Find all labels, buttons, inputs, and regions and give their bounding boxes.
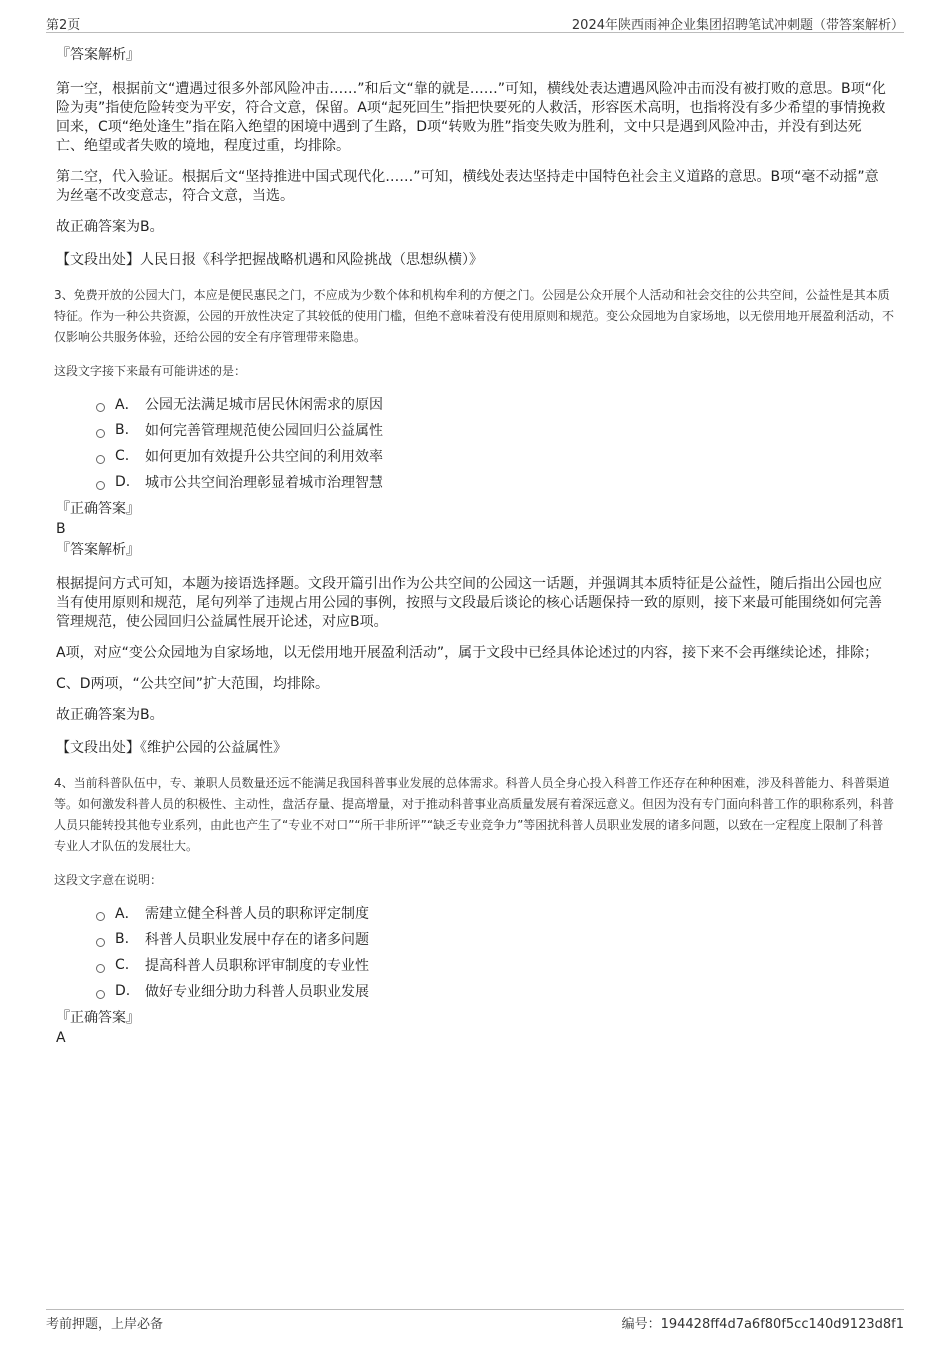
question-4-options	[96, 900, 904, 1004]
option-text: 如何更加有效提升公共空间的利用效率	[145, 449, 383, 465]
correct-answer-value: B	[56, 521, 66, 537]
option-text: 提高科普人员职称评审制度的专业性	[145, 958, 369, 974]
correct-answer-value: A	[56, 1030, 66, 1046]
explanation-label: 『答案解析』	[56, 542, 140, 558]
radio-icon[interactable]	[96, 429, 105, 438]
explanation-paragraph: C、D两项，“公共空间”扩大范围，均排除。	[56, 676, 330, 692]
document-id: 编号：194428ff4d7a6f80f5cc140d9123d8f1	[621, 1317, 904, 1332]
radio-icon[interactable]	[96, 990, 105, 999]
header-divider	[46, 32, 904, 33]
radio-icon[interactable]	[96, 912, 105, 921]
option-letter: B.	[115, 931, 130, 947]
explanation-label: 『答案解析』	[56, 47, 140, 63]
correct-answer-label: 『正确答案』	[56, 501, 140, 517]
option-letter: B.	[115, 422, 130, 438]
radio-icon[interactable]	[96, 481, 105, 490]
option-text: 科普人员职业发展中存在的诸多问题	[145, 932, 369, 948]
option-letter: A．	[115, 906, 139, 922]
page-number: 第2页	[46, 18, 81, 33]
document-content	[46, 44, 904, 1048]
page-header	[46, 14, 904, 32]
option-d[interactable]	[96, 469, 904, 495]
question-4-text: 4、当前科普队伍中，专、兼职人员数量还远不能满足我国科普事业发展的总体需求。科普人员全身心投入科普工作还存在种种困难，涉及科普能力、科普渠道等。如何激发科普人员的积极性、主动性，盘活存量、提高增量，对于推动科普事业高质量发展有着深远意义。但因为没有专门面向科普工作的职称系列，科普人员只能转投其他专业系列，由此也产生了“专业不对口”“所干非所评”“缺乏专业竞争力”等困扰科普人员职业发展的诸多问题，以致在一定程度上限制了科普专业人才队伍的发展壮大。	[54, 776, 895, 853]
option-letter: C.	[115, 448, 130, 464]
question-3-text: 3、免费开放的公园大门，本应是便民惠民之门，不应成为少数个体和机构牟利的方便之门。公园是公众开展个人活动和社会交往的公共空间，公益性是其本质特征。作为一种公共资源，公园的开放性决定了其较低的使用门槛，但绝不意味着没有使用原则和规范。变公众园地为自家场地，以无偿用地开展盈利活动，不仅影响公共服务体验，还给公园的安全有序管理带来隐患。	[54, 288, 895, 344]
footer-divider	[46, 1309, 904, 1310]
document-title: 2024年陕西雨神企业集团招聘笔试冲刺题（带答案解析）	[571, 18, 904, 33]
radio-icon[interactable]	[96, 455, 105, 464]
question-3-prompt: 这段文字接下来最有可能讲述的是：	[54, 364, 247, 378]
question-3-options	[96, 391, 904, 495]
explanation-paragraph: 第一空，根据前文“遭遇过很多外部风险冲击……”和后文“靠的就是……”可知，横线处表达遭遇风险冲击而没有被打败的意思。B项“化险为夷”指使危险转变为平安，符合文意，保留。A项“起死回生”指把快要死的人救活，形容医术高明，也指将没有多少希望的事情挽救回来，C项“绝处逢生”指在陷入绝望的困境中遇到了生路，D项“转败为胜”指变失败为胜利，文中只是遇到风险冲击，并没有到达死亡、绝望或者失败的境地，程度过重，均排除。	[56, 81, 886, 154]
option-text: 需建立健全科普人员的职称评定制度	[145, 906, 369, 922]
source-citation: 【文段出处】《维护公园的公益属性》	[56, 740, 287, 756]
option-c[interactable]	[96, 443, 904, 469]
radio-icon[interactable]	[96, 403, 105, 412]
explanation-paragraph: A项，对应“变公众园地为自家场地，以无偿用地开展盈利活动”，属于文段中已经具体论述过的内容，接下来不会再继续论述，排除；	[56, 645, 879, 661]
radio-icon[interactable]	[96, 938, 105, 947]
explanation-conclusion: 故正确答案为B。	[56, 219, 164, 235]
option-text: 城市公共空间治理彰显着城市治理智慧	[145, 475, 383, 491]
explanation-paragraph: 根据提问方式可知，本题为接语选择题。文段开篇引出作为公共空间的公园这一话题，并强调其本质特征是公益性，随后指出公园也应当有使用原则和规范，尾句列举了违规占用公园的事例，按照与文段最后谈论的核心话题保持一致的原则，接下来最可能围绕如何完善管理规范，使公园回归公益属性展开论述，对应B项。	[56, 576, 882, 630]
option-letter: A．	[115, 397, 139, 413]
option-letter: C.	[115, 957, 130, 973]
option-text: 做好专业细分助力科普人员职业发展	[145, 984, 369, 1000]
option-b[interactable]	[96, 417, 904, 443]
radio-icon[interactable]	[96, 964, 105, 973]
option-letter: D.	[115, 983, 131, 999]
option-a[interactable]	[96, 900, 904, 926]
footer-slogan: 考前押题，上岸必备	[46, 1317, 164, 1332]
option-text: 如何完善管理规范使公园回归公益属性	[145, 423, 383, 439]
page-footer	[46, 1313, 904, 1331]
option-letter: D.	[115, 474, 131, 490]
option-text: 公园无法满足城市居民休闲需求的原因	[145, 397, 383, 413]
option-c[interactable]	[96, 952, 904, 978]
question-4-prompt: 这段文字意在说明：	[54, 873, 163, 887]
option-a[interactable]	[96, 391, 904, 417]
option-d[interactable]	[96, 978, 904, 1004]
correct-answer-label: 『正确答案』	[56, 1010, 140, 1026]
explanation-paragraph: 第二空，代入验证。根据后文“坚持推进中国式现代化……”可知，横线处表达坚持走中国特色社会主义道路的意思。B项“毫不动摇”意为丝毫不改变意志，符合文意，当选。	[56, 169, 879, 204]
option-b[interactable]	[96, 926, 904, 952]
explanation-conclusion: 故正确答案为B。	[56, 707, 164, 723]
source-citation: 【文段出处】人民日报《科学把握战略机遇和风险挑战（思想纵横）》	[56, 252, 483, 268]
